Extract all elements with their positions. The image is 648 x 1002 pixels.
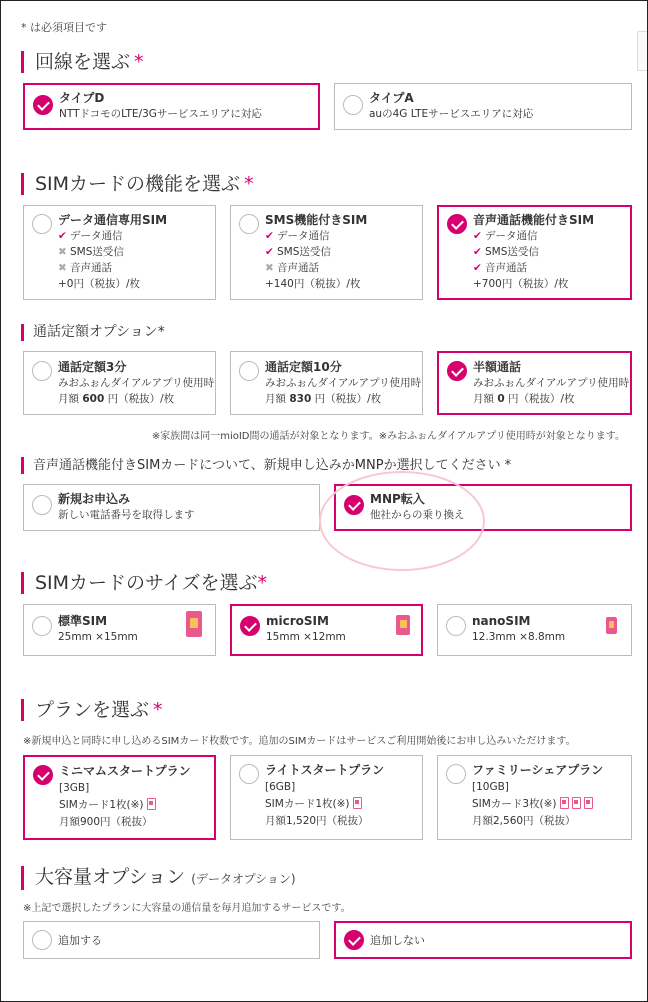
sim-card-icon (353, 797, 362, 809)
plan-sims: SIMカード1枚(※) (59, 797, 191, 814)
cross-icon: ✖ (58, 246, 67, 258)
option-title: microSIM (266, 614, 329, 628)
call-option-half-price[interactable] (437, 351, 632, 415)
feature-item: ✔ SMS送受信 (473, 246, 539, 258)
option-price: +700円（税抜）/枚 (473, 278, 569, 290)
check-mark-icon: ✔ (265, 230, 274, 242)
option-title: タイプA (369, 91, 414, 105)
sim-size-micro[interactable] (230, 604, 423, 656)
sim-size-nano[interactable] (437, 604, 632, 656)
sim-card-icon (572, 797, 581, 809)
option-title: nanoSIM (472, 614, 531, 628)
option-title: SMS機能付きSIM (265, 213, 368, 227)
sim-option-voice[interactable] (437, 205, 632, 300)
sim-card-icon (606, 617, 617, 634)
radio-icon[interactable] (32, 214, 52, 234)
radio-icon[interactable] (32, 616, 52, 636)
check-icon[interactable] (344, 930, 364, 950)
sim-card-icon (396, 615, 410, 635)
option-price: 月額900円（税抜） (59, 816, 153, 828)
sim-card-icon (584, 797, 593, 809)
option-desc: 新しい電話番号を取得します (58, 509, 195, 521)
option-price: +140円（税抜）/枚 (265, 278, 361, 290)
sim-size-standard[interactable] (23, 604, 216, 656)
option-label: 追加する (58, 934, 102, 947)
plan-option-minimum[interactable] (23, 755, 216, 840)
call-option-note: ※家族間は同一mioID間の通話が対象となります。※みおふぉんダイアルアプリ使用時が対象となります。 (151, 431, 625, 442)
option-desc: みおふぉんダイアルアプリ使用時 (58, 377, 215, 389)
plan-capacity: [6GB] (265, 781, 296, 793)
option-title: 音声通話機能付きSIM (473, 213, 595, 227)
plan-sims: SIMカード3枚(※) (472, 796, 603, 813)
option-title: 標準SIM (58, 614, 108, 628)
cross-icon: ✖ (265, 262, 274, 274)
option-price: +0円（税抜）/枚 (58, 278, 141, 290)
sim-option-sms[interactable] (230, 205, 423, 300)
sim-card-icon (560, 797, 569, 809)
radio-icon[interactable] (446, 616, 466, 636)
check-icon[interactable] (240, 616, 260, 636)
sim-card-icon (186, 611, 202, 637)
mnp-option-transfer[interactable] (334, 484, 632, 531)
sim-size-heading: SIMカードのサイズを選ぶ* (21, 572, 267, 594)
cross-icon: ✖ (58, 262, 67, 274)
feature-item: ✔ 音声通話 (473, 262, 527, 274)
option-title: 通話定額3分 (58, 360, 127, 374)
scrollbar[interactable] (637, 31, 647, 71)
large-capacity-note: ※上記で選択したプランに大容量の通信量を毎月追加するサービスです。 (23, 903, 351, 914)
option-desc: NTTドコモのLTE/3Gサービスエリアに対応 (59, 108, 262, 120)
option-title: ライトスタートプラン (265, 763, 385, 777)
option-price: 月額 600 円（税抜）/枚 (58, 393, 175, 405)
sim-card-icon (147, 798, 156, 810)
plan-option-light[interactable] (230, 755, 423, 840)
feature-item: ✖ SMS送受信 (58, 246, 124, 258)
option-title: ミニマムスタートプラン (59, 764, 191, 778)
plan-capacity: [10GB] (472, 781, 509, 793)
feature-item: ✖ 音声通話 (58, 262, 112, 274)
check-icon[interactable] (447, 214, 467, 234)
check-mark-icon: ✔ (473, 230, 482, 242)
radio-icon[interactable] (343, 95, 363, 115)
option-price: 月額1,520円（税抜） (265, 815, 369, 827)
option-desc: 12.3mm ×8.8mm (472, 631, 566, 643)
line-option-type-d[interactable] (23, 83, 320, 130)
radio-icon[interactable] (32, 495, 52, 515)
plan-option-family[interactable] (437, 755, 632, 840)
check-icon[interactable] (33, 765, 53, 785)
sim-option-data-only[interactable] (23, 205, 216, 300)
feature-item: ✔ データ通信 (58, 230, 123, 242)
option-desc: auの4G LTEサービスエリアに対応 (369, 108, 534, 120)
large-capacity-option-none[interactable] (334, 921, 632, 959)
option-desc: 15mm ×12mm (266, 631, 346, 643)
plan-note: ※新規申込と同時に申し込めるSIMカード枚数です。追加のSIMカードはサービスご利用開始後にお申し込みいただけます。 (23, 736, 576, 747)
feature-item: ✔ データ通信 (473, 230, 538, 242)
radio-icon[interactable] (239, 214, 259, 234)
option-price: 月額 830 円（税抜）/枚 (265, 393, 382, 405)
check-icon[interactable] (33, 95, 53, 115)
radio-icon[interactable] (446, 764, 466, 784)
call-option-10min[interactable] (230, 351, 423, 415)
line-heading: 回線を選ぶ * (21, 51, 144, 73)
option-desc: みおふぉんダイアルアプリ使用時 (473, 377, 630, 389)
check-icon[interactable] (344, 495, 364, 515)
option-title: 通話定額10分 (265, 360, 342, 374)
plan-sims: SIMカード1枚(※) (265, 796, 384, 813)
check-icon[interactable] (447, 361, 467, 381)
option-title: 半額通話 (473, 360, 522, 374)
option-title: 新規お申込み (58, 492, 131, 506)
option-title: データ通信専用SIM (58, 213, 168, 227)
radio-icon[interactable] (32, 930, 52, 950)
required-note: * は必須項目です (21, 21, 107, 34)
check-mark-icon: ✔ (58, 230, 67, 242)
option-desc: 他社からの乗り換え (370, 509, 465, 521)
option-price: 月額 0 円（税抜）/枚 (473, 393, 575, 405)
check-mark-icon: ✔ (473, 246, 482, 258)
check-mark-icon: ✔ (473, 262, 482, 274)
plan-capacity: [3GB] (59, 782, 90, 794)
plan-heading: プランを選ぶ * (21, 699, 163, 721)
line-option-type-a[interactable] (334, 83, 632, 130)
option-title: MNP転入 (370, 492, 425, 506)
feature-item: ✔ データ通信 (265, 230, 330, 242)
check-mark-icon: ✔ (265, 246, 274, 258)
sim-function-heading: SIMカードの機能を選ぶ * (21, 173, 254, 195)
option-label: 追加しない (370, 934, 425, 947)
radio-icon[interactable] (32, 361, 52, 381)
option-desc: みおふぉんダイアルアプリ使用時 (265, 377, 422, 389)
call-option-heading: 通話定額オプション* (21, 324, 165, 341)
mnp-heading: 音声通話機能付きSIMカードについて、新規申し込みかMNPか選択してください * (21, 457, 511, 474)
large-capacity-heading: 大容量オプション (データオプション) (21, 866, 296, 890)
feature-item: ✔ SMS送受信 (265, 246, 331, 258)
option-price: 月額2,560円（税抜） (472, 815, 576, 827)
feature-item: ✖ 音声通話 (265, 262, 319, 274)
call-option-3min[interactable] (23, 351, 216, 415)
option-title: タイプD (59, 91, 105, 105)
radio-icon[interactable] (239, 764, 259, 784)
option-desc: 25mm ×15mm (58, 631, 138, 643)
option-title: ファミリーシェアプラン (472, 763, 604, 777)
large-capacity-option-add[interactable] (23, 921, 320, 959)
mnp-option-new[interactable] (23, 484, 320, 531)
radio-icon[interactable] (239, 361, 259, 381)
